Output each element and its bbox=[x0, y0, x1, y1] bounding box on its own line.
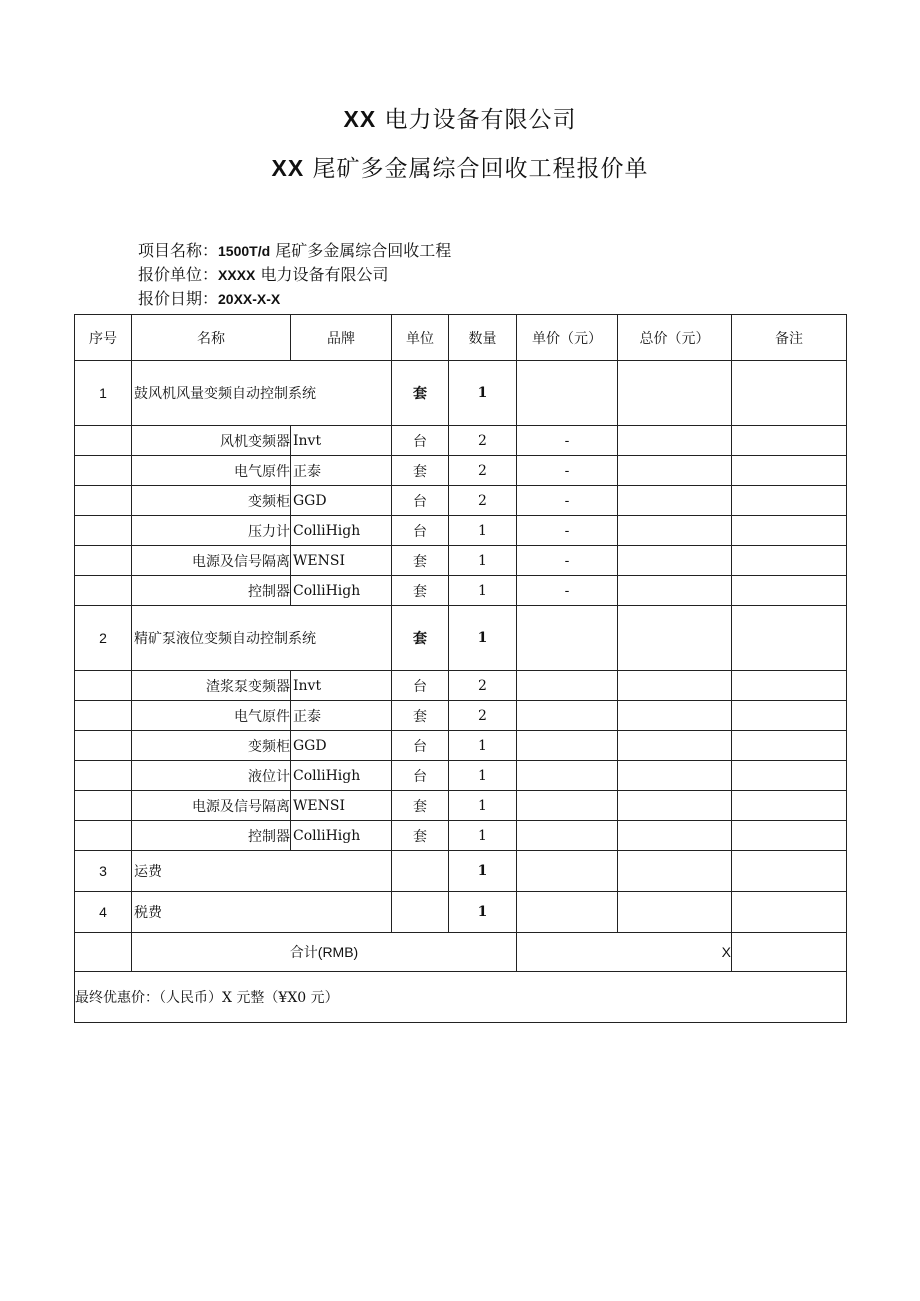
system-row bbox=[75, 606, 847, 671]
system-row bbox=[75, 361, 847, 426]
item-name: 电源及信号隔离 bbox=[132, 546, 291, 576]
total-price-cell bbox=[618, 851, 732, 892]
document-title bbox=[0, 150, 920, 183]
column-header: 名称 bbox=[132, 315, 291, 361]
remark-cell bbox=[732, 516, 847, 546]
unit-cell: 套 bbox=[392, 606, 449, 671]
quantity-cell: 1 bbox=[449, 851, 517, 892]
unit-price-cell: - bbox=[517, 516, 618, 546]
row-number bbox=[75, 426, 132, 456]
unit-cell: 台 bbox=[392, 731, 449, 761]
quantity-cell: 1 bbox=[449, 361, 517, 426]
item-name: 控制器 bbox=[132, 821, 291, 851]
item-name: 风机变频器 bbox=[132, 426, 291, 456]
total-price-cell bbox=[618, 546, 732, 576]
unit-price-cell bbox=[517, 761, 618, 791]
item-name: 变频柜 bbox=[132, 486, 291, 516]
unit-price-cell: - bbox=[517, 576, 618, 606]
item-name: 压力计 bbox=[132, 516, 291, 546]
remark-cell bbox=[732, 456, 847, 486]
item-brand: GGD bbox=[291, 731, 392, 761]
quantity-cell: 2 bbox=[449, 456, 517, 486]
item-brand: GGD bbox=[291, 486, 392, 516]
unit-price-cell bbox=[517, 731, 618, 761]
quote-table bbox=[74, 314, 847, 1023]
total-row bbox=[75, 933, 847, 972]
remark-cell bbox=[732, 731, 847, 761]
remark-cell bbox=[732, 361, 847, 426]
header-row bbox=[75, 315, 847, 361]
quantity-cell: 1 bbox=[449, 546, 517, 576]
row-number bbox=[75, 731, 132, 761]
system-name: 鼓风机风量变频自动控制系统 bbox=[132, 361, 392, 426]
total-price-cell bbox=[618, 701, 732, 731]
item-row bbox=[75, 486, 847, 516]
total-price-cell bbox=[618, 576, 732, 606]
total-price-cell bbox=[618, 426, 732, 456]
item-brand: Invt bbox=[291, 426, 392, 456]
quantity-cell: 1 bbox=[449, 821, 517, 851]
unit-cell bbox=[392, 892, 449, 933]
item-brand: ColliHigh bbox=[291, 576, 392, 606]
item-name: 电气原件 bbox=[132, 701, 291, 731]
unit-cell: 套 bbox=[392, 791, 449, 821]
item-brand: WENSI bbox=[291, 546, 392, 576]
row-number bbox=[75, 821, 132, 851]
quantity-cell: 1 bbox=[449, 516, 517, 546]
item-name: 液位计 bbox=[132, 761, 291, 791]
item-brand: 正泰 bbox=[291, 456, 392, 486]
item-brand: Invt bbox=[291, 671, 392, 701]
unit-price-cell bbox=[517, 701, 618, 731]
quantity-cell: 1 bbox=[449, 892, 517, 933]
total-price-cell bbox=[618, 516, 732, 546]
fee-row bbox=[75, 851, 847, 892]
final-price: 最终优惠价：（人民币）X 元整（¥X0 元） bbox=[75, 972, 847, 1023]
fee-name: 运费 bbox=[132, 851, 392, 892]
unit-price-cell bbox=[517, 361, 618, 426]
total-price-cell bbox=[618, 456, 732, 486]
item-row bbox=[75, 791, 847, 821]
item-brand: ColliHigh bbox=[291, 761, 392, 791]
unit-price-cell bbox=[517, 851, 618, 892]
remark-cell bbox=[732, 791, 847, 821]
item-row bbox=[75, 701, 847, 731]
total-value: X bbox=[517, 933, 732, 972]
remark-cell bbox=[732, 606, 847, 671]
row-number bbox=[75, 456, 132, 486]
row-number bbox=[75, 791, 132, 821]
unit-cell: 套 bbox=[392, 361, 449, 426]
system-name: 精矿泵液位变频自动控制系统 bbox=[132, 606, 392, 671]
column-header: 备注 bbox=[732, 315, 847, 361]
total-price-cell bbox=[618, 486, 732, 516]
remark-cell bbox=[732, 701, 847, 731]
unit-cell: 套 bbox=[392, 456, 449, 486]
item-row bbox=[75, 516, 847, 546]
item-name: 电源及信号隔离 bbox=[132, 791, 291, 821]
column-header: 数量 bbox=[449, 315, 517, 361]
fee-row bbox=[75, 892, 847, 933]
item-name: 渣浆泵变频器 bbox=[132, 671, 291, 701]
row-number: 1 bbox=[75, 361, 132, 426]
unit-price-cell bbox=[517, 606, 618, 671]
unit-cell: 台 bbox=[392, 516, 449, 546]
total-price-cell bbox=[618, 671, 732, 701]
remark-cell bbox=[732, 546, 847, 576]
quantity-cell: 2 bbox=[449, 701, 517, 731]
unit-price-cell: - bbox=[517, 546, 618, 576]
title-prefix: XX bbox=[271, 155, 305, 181]
total-label: 合计(RMB) bbox=[132, 933, 517, 972]
quote-unit-line bbox=[138, 262, 388, 285]
column-header: 单位 bbox=[392, 315, 449, 361]
quantity-cell: 2 bbox=[449, 486, 517, 516]
remark-cell bbox=[732, 671, 847, 701]
quantity-cell: 2 bbox=[449, 671, 517, 701]
project-name-line bbox=[138, 238, 451, 261]
column-header: 总价（元） bbox=[618, 315, 732, 361]
final-price-row bbox=[75, 972, 847, 1023]
total-price-cell bbox=[618, 791, 732, 821]
unit-cell: 台 bbox=[392, 761, 449, 791]
remark-cell bbox=[732, 851, 847, 892]
row-number bbox=[75, 701, 132, 731]
unit-price-cell: - bbox=[517, 456, 618, 486]
item-row bbox=[75, 821, 847, 851]
unit-price-cell bbox=[517, 821, 618, 851]
column-header: 品牌 bbox=[291, 315, 392, 361]
quantity-cell: 1 bbox=[449, 606, 517, 671]
item-row bbox=[75, 426, 847, 456]
column-header: 序号 bbox=[75, 315, 132, 361]
total-price-cell bbox=[618, 606, 732, 671]
row-number: 4 bbox=[75, 892, 132, 933]
row-number: 3 bbox=[75, 851, 132, 892]
quote-date-line bbox=[138, 286, 280, 309]
row-number bbox=[75, 486, 132, 516]
item-row bbox=[75, 731, 847, 761]
row-number bbox=[75, 761, 132, 791]
unit-price-cell bbox=[517, 892, 618, 933]
unit-name: 电力设备有限公司 bbox=[260, 265, 389, 284]
total-price-cell bbox=[618, 731, 732, 761]
unit-prefix: XXXX bbox=[218, 267, 256, 283]
item-row bbox=[75, 576, 847, 606]
total-price-cell bbox=[618, 761, 732, 791]
item-row bbox=[75, 671, 847, 701]
company-title bbox=[0, 101, 920, 134]
quantity-cell: 1 bbox=[449, 576, 517, 606]
row-number bbox=[75, 546, 132, 576]
row-number bbox=[75, 671, 132, 701]
unit-cell: 台 bbox=[392, 486, 449, 516]
quote-date: 20XX-X-X bbox=[218, 291, 281, 307]
unit-price-cell: - bbox=[517, 486, 618, 516]
row-number bbox=[75, 576, 132, 606]
unit-cell: 套 bbox=[392, 701, 449, 731]
project-name: 尾矿多金属综合回收工程 bbox=[275, 241, 452, 260]
project-capacity: 1500T/d bbox=[218, 243, 271, 259]
row-number: 2 bbox=[75, 606, 132, 671]
item-row bbox=[75, 546, 847, 576]
title-text: 尾矿多金属综合回收工程报价单 bbox=[312, 156, 649, 182]
company-prefix: XX bbox=[343, 106, 377, 132]
unit-cell: 套 bbox=[392, 546, 449, 576]
company-name: 电力设备有限公司 bbox=[384, 107, 577, 133]
fee-name: 税费 bbox=[132, 892, 392, 933]
item-row bbox=[75, 456, 847, 486]
item-brand: WENSI bbox=[291, 791, 392, 821]
remark-cell bbox=[732, 426, 847, 456]
remark-cell bbox=[732, 821, 847, 851]
unit-price-cell: - bbox=[517, 426, 618, 456]
quantity-cell: 2 bbox=[449, 426, 517, 456]
unit-cell: 台 bbox=[392, 671, 449, 701]
total-price-cell bbox=[618, 361, 732, 426]
item-name: 变频柜 bbox=[132, 731, 291, 761]
total-price-cell bbox=[618, 821, 732, 851]
column-header: 单价（元） bbox=[517, 315, 618, 361]
date-label: 报价日期： bbox=[138, 289, 219, 308]
remark-cell bbox=[732, 576, 847, 606]
unit-cell bbox=[392, 851, 449, 892]
unit-price-cell bbox=[517, 671, 618, 701]
remark-cell bbox=[732, 933, 847, 972]
unit-label: 报价单位： bbox=[138, 265, 219, 284]
total-price-cell bbox=[618, 892, 732, 933]
remark-cell bbox=[732, 892, 847, 933]
unit-cell: 套 bbox=[392, 821, 449, 851]
quantity-cell: 1 bbox=[449, 791, 517, 821]
quantity-cell: 1 bbox=[449, 761, 517, 791]
item-name: 控制器 bbox=[132, 576, 291, 606]
remark-cell bbox=[732, 486, 847, 516]
item-brand: ColliHigh bbox=[291, 516, 392, 546]
unit-price-cell bbox=[517, 791, 618, 821]
unit-cell: 台 bbox=[392, 426, 449, 456]
item-brand: ColliHigh bbox=[291, 821, 392, 851]
remark-cell bbox=[732, 761, 847, 791]
row-number bbox=[75, 516, 132, 546]
row-number bbox=[75, 933, 132, 972]
project-label: 项目名称： bbox=[138, 241, 219, 260]
item-row bbox=[75, 761, 847, 791]
item-brand: 正泰 bbox=[291, 701, 392, 731]
quantity-cell: 1 bbox=[449, 731, 517, 761]
item-name: 电气原件 bbox=[132, 456, 291, 486]
unit-cell: 套 bbox=[392, 576, 449, 606]
